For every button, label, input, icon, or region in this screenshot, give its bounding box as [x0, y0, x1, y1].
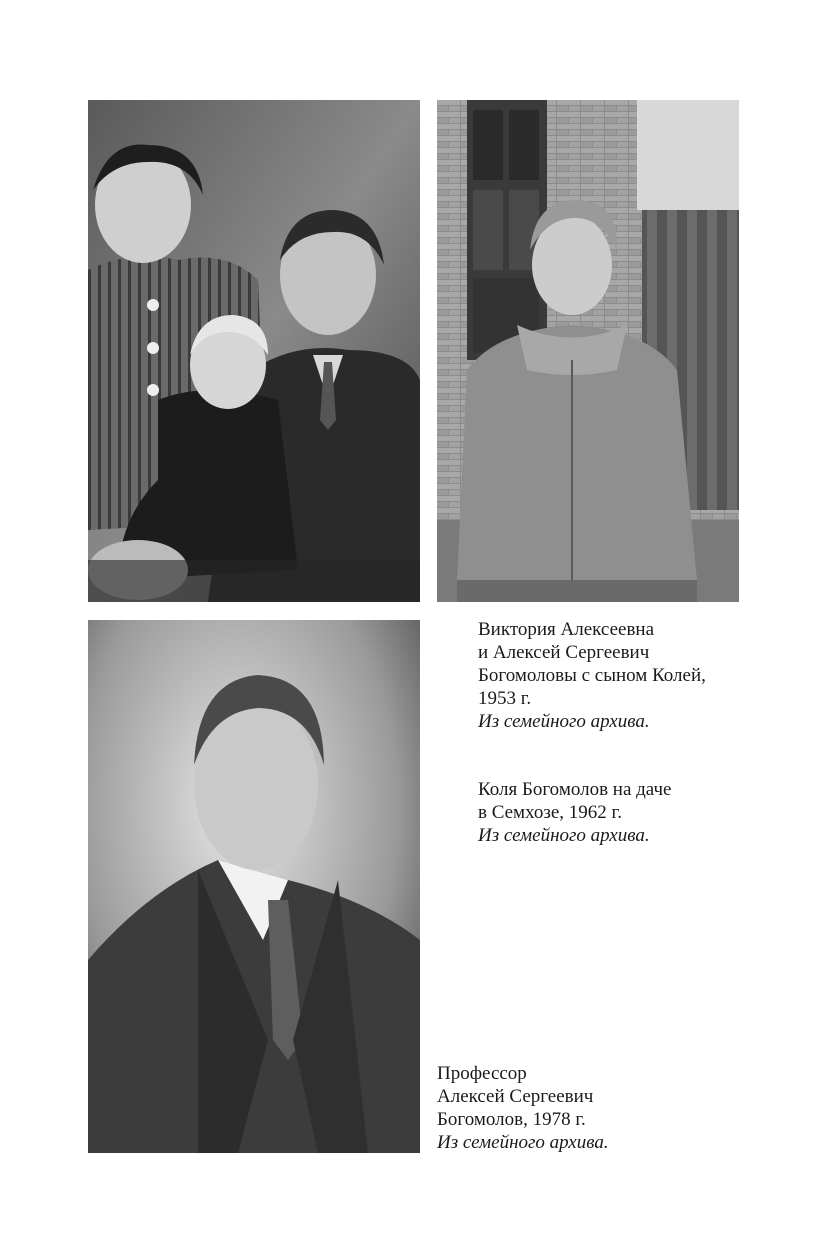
caption-line: Виктория Алексеевна	[478, 619, 655, 640]
caption-source: Из семейного архива.	[478, 825, 650, 846]
professor-photo	[88, 620, 420, 1153]
caption-line: Коля Богомолов на даче	[478, 779, 672, 800]
caption-line: Богомоловы с сыном Колей,	[478, 665, 706, 686]
family-photo	[88, 100, 420, 602]
caption-source: Из семейного архива.	[478, 711, 650, 732]
caption-line: и Алексей Сергеевич	[478, 642, 650, 663]
caption-source: Из семейного архива.	[437, 1132, 609, 1153]
caption-line: Богомолов, 1978 г.	[437, 1109, 586, 1130]
caption-line: Алексей Сергеевич	[437, 1086, 594, 1107]
caption-line: Профессор	[437, 1063, 527, 1084]
caption-professor	[437, 1062, 609, 1154]
caption-line: в Семхозе, 1962 г.	[478, 802, 622, 823]
caption-family	[478, 618, 706, 733]
boy-photo	[437, 100, 739, 602]
caption-line: 1953 г.	[478, 688, 532, 709]
caption-boy	[478, 778, 671, 847]
